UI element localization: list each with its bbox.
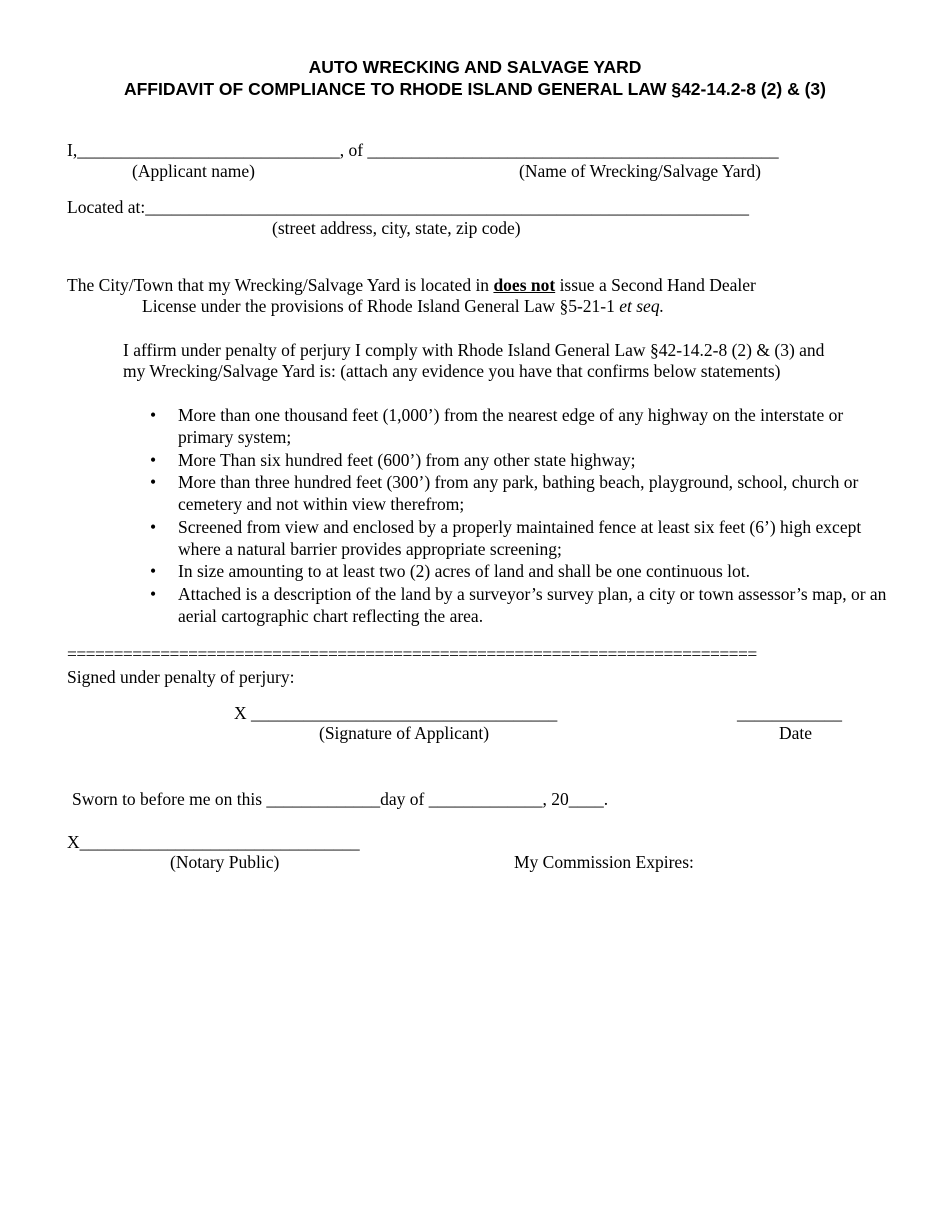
applicant-name-label: (Applicant name) [132,161,255,181]
requirement-text: Attached is a description of the land by a surveyor’s survey plan, a city or town assessor’s map, or an aerial cartographic chart reflecting the area. [178,583,887,626]
signed-intro: Signed under penalty of perjury: [67,667,295,687]
affirmation-line1: I affirm under penalty of perjury I comply with Rhode Island General Law §42-14.2-8 (2) & (3) and [123,340,825,360]
signature-line[interactable]: X ___________________________________ [234,703,558,723]
commission-expires-label: My Commission Expires: [514,852,694,872]
location-line[interactable]: Located at:_____________________________________________________________________ [67,197,749,217]
notary-line[interactable]: X________________________________ [67,832,360,852]
city-statement-part1: The City/Town that my Wrecking/Salvage Yard is located in [67,275,494,295]
date-line[interactable]: ____________ [737,703,842,723]
list-item [150,449,890,471]
city-statement-line2-text: License under the provisions of Rhode Island General Law §5-21-1 [142,296,620,316]
requirement-text: More than one thousand feet (1,000’) from the nearest edge of any highway on the interstate or primary system; [178,405,844,447]
list-item [150,471,890,515]
requirement-text: More Than six hundred feet (600’) from any other state highway; [178,449,636,470]
list-item [150,583,890,627]
city-statement-line1 [67,275,756,296]
et-seq-italic: et seq. [619,296,664,316]
yard-name-label: (Name of Wrecking/Salvage Yard) [519,161,761,181]
form-subtitle: AFFIDAVIT OF COMPLIANCE TO RHODE ISLAND GENERAL LAW §42-14.2-8 (2) & (3) [123,79,826,99]
sworn-line[interactable]: Sworn to before me on this _____________day of _____________, 20____. [72,789,609,809]
address-label: (street address, city, state, zip code) [272,218,521,238]
notary-label: (Notary Public) [170,852,280,872]
form-title: AUTO WRECKING AND SALVAGE YARD [308,57,642,77]
applicant-yard-line[interactable]: I,______________________________, of _______________________________________________ [67,140,779,160]
bullet-icon: • [150,449,157,470]
city-statement-part2: issue a Second Hand Dealer [555,275,756,295]
bullet-icon: • [150,472,157,492]
does-not-emphasis: does not [493,275,556,295]
requirement-text: In size amounting to at least two (2) acres of land and shall be one continuous lot. [178,561,751,581]
bullet-icon: • [150,561,157,581]
affirmation-line2: my Wrecking/Salvage Yard is: (attach any evidence you have that confirms below statements) [123,361,781,381]
list-item [150,516,890,560]
list-item [150,404,890,448]
requirements-list [150,404,890,627]
bullet-icon: • [150,583,157,604]
list-item [150,560,890,582]
section-divider: ========================================================================== [67,644,757,664]
requirement-text: Screened from view and enclosed by a properly maintained fence at least six feet (6’) high except where a natural barrier provides appropriate screening; [178,516,862,559]
requirement-text: More than three hundred feet (300’) from any park, bathing beach, playground, school, church or cemetery and not within view therefrom; [178,472,859,514]
signature-label: (Signature of Applicant) [319,723,490,743]
bullet-icon: • [150,516,157,537]
date-label: Date [779,723,813,743]
bullet-icon: • [150,405,157,425]
city-statement-line2 [142,296,664,317]
